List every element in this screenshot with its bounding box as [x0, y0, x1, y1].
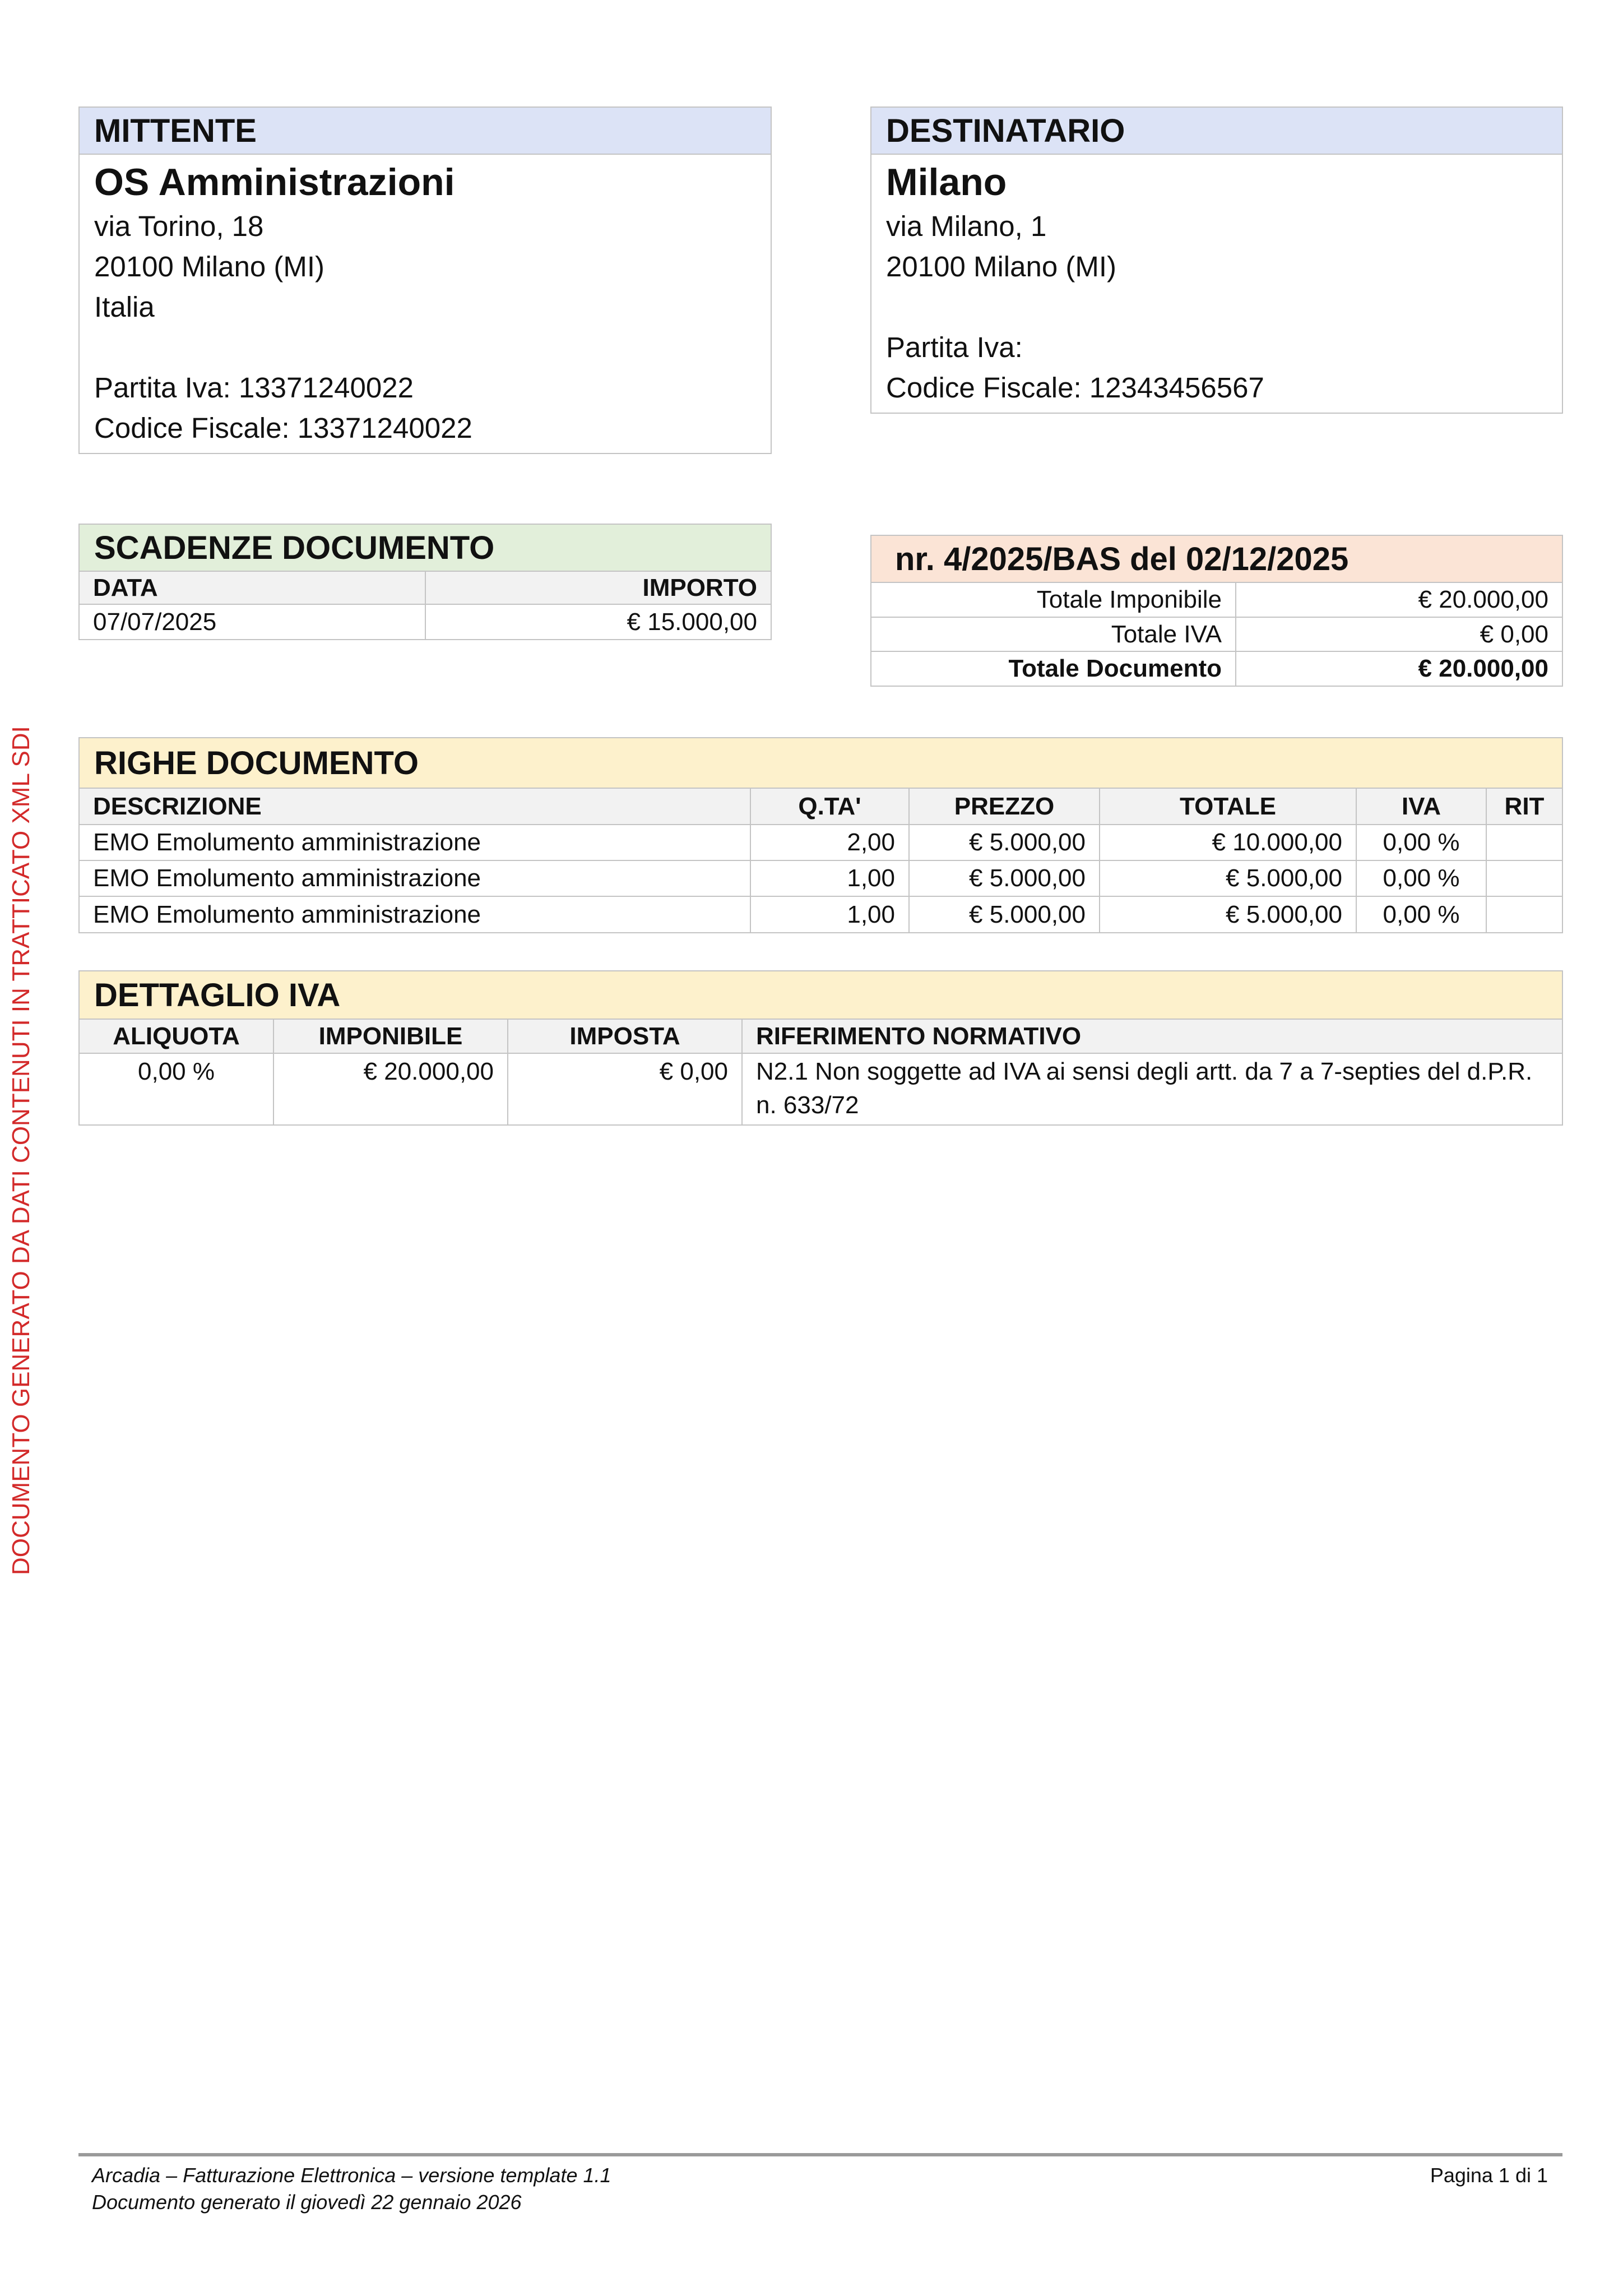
- summary-label: Totale IVA: [871, 617, 1236, 651]
- vat-reference: N2.1 Non soggette ad IVA ai sensi degli artt. da 7 a 7-septies del d.P.R. n. 633/72: [742, 1053, 1562, 1124]
- vat-rate: 0,00 %: [80, 1053, 273, 1124]
- column-header-rate: ALIQUOTA: [80, 1020, 273, 1053]
- footer-page-number: Pagina 1 di 1: [1430, 2164, 1548, 2187]
- lines-heading: RIGHE DOCUMENTO: [80, 738, 1562, 789]
- line-withholding: [1486, 860, 1562, 896]
- line-withholding: [1486, 896, 1562, 932]
- table-header-row: [80, 789, 1562, 825]
- vat-detail-box: [78, 970, 1563, 1126]
- column-header-price: PREZZO: [909, 789, 1100, 825]
- vat-detail-heading: DETTAGLIO IVA: [80, 971, 1562, 1020]
- line-quantity: 1,00: [750, 860, 909, 896]
- line-total: € 10.000,00: [1100, 825, 1356, 860]
- line-vat: 0,00 %: [1356, 860, 1486, 896]
- line-description: EMO Emolumento amministrazione: [80, 896, 750, 932]
- deadline-date: 07/07/2025: [80, 604, 425, 639]
- table-row: [871, 651, 1562, 686]
- sender-tax-code: Codice Fiscale: 13371240022: [94, 412, 472, 444]
- table-row: [80, 1053, 1562, 1124]
- column-header-description: DESCRIZIONE: [80, 789, 750, 825]
- deadline-amount: € 15.000,00: [425, 604, 771, 639]
- column-header-date: DATA: [80, 572, 425, 604]
- table-row: [80, 860, 1562, 896]
- summary-box: [870, 535, 1563, 687]
- column-header-vat: IVA: [1356, 789, 1486, 825]
- line-withholding: [1486, 825, 1562, 860]
- recipient-box: [870, 107, 1563, 414]
- sender-box: [78, 107, 772, 454]
- recipient-tax-code: Codice Fiscale: 12343456567: [886, 372, 1264, 404]
- line-total: € 5.000,00: [1100, 896, 1356, 932]
- line-description: EMO Emolumento amministrazione: [80, 860, 750, 896]
- table-row: [80, 604, 771, 639]
- table-row: [871, 583, 1562, 617]
- vat-taxable: € 20.000,00: [273, 1053, 508, 1124]
- column-header-amount: IMPORTO: [425, 572, 771, 604]
- vat-tax: € 0,00: [508, 1053, 742, 1124]
- summary-label-total: Totale Documento: [871, 651, 1236, 686]
- summary-value: € 20.000,00: [1236, 583, 1562, 617]
- lines-table: [80, 789, 1562, 932]
- deadlines-box: [78, 524, 772, 640]
- sender-vat: Partita Iva: 13371240022: [94, 372, 414, 404]
- footer-generation-date: Documento generato il giovedì 22 gennaio 2026: [92, 2191, 522, 2214]
- summary-value: € 0,00: [1236, 617, 1562, 651]
- column-header-withholding: RIT: [1486, 789, 1562, 825]
- line-price: € 5.000,00: [909, 896, 1100, 932]
- sender-city: 20100 Milano (MI): [94, 251, 325, 283]
- sender-country: Italia: [94, 291, 155, 323]
- line-quantity: 2,00: [750, 825, 909, 860]
- lines-box: [78, 737, 1563, 933]
- line-total: € 5.000,00: [1100, 860, 1356, 896]
- summary-label: Totale Imponibile: [871, 583, 1236, 617]
- table-row: [80, 825, 1562, 860]
- footer-divider: [78, 2153, 1562, 2156]
- sender-name: OS Amministrazioni: [94, 161, 455, 203]
- column-header-total: TOTALE: [1100, 789, 1356, 825]
- deadlines-table: [80, 572, 771, 639]
- column-header-tax: IMPOSTA: [508, 1020, 742, 1053]
- line-vat: 0,00 %: [1356, 825, 1486, 860]
- line-quantity: 1,00: [750, 896, 909, 932]
- recipient-vat: Partita Iva:: [886, 331, 1023, 363]
- recipient-heading: DESTINATARIO: [871, 108, 1562, 155]
- deadlines-heading: SCADENZE DOCUMENTO: [80, 525, 771, 572]
- generated-from-xml-note: DOCUMENTO GENERATO DA DATI CONTENUTI IN TRATTICATO XML SDI: [7, 726, 35, 1575]
- column-header-quantity: Q.TA': [750, 789, 909, 825]
- column-header-reference: RIFERIMENTO NORMATIVO: [742, 1020, 1562, 1053]
- table-row: [871, 617, 1562, 651]
- document-number-heading: nr. 4/2025/BAS del 02/12/2025: [871, 536, 1562, 583]
- column-header-taxable: IMPONIBILE: [273, 1020, 508, 1053]
- sender-street: via Torino, 18: [94, 210, 264, 242]
- footer-template-info: Arcadia – Fatturazione Elettronica – versione template 1.1: [92, 2164, 611, 2187]
- line-price: € 5.000,00: [909, 825, 1100, 860]
- table-header-row: [80, 572, 771, 604]
- recipient-street: via Milano, 1: [886, 210, 1047, 242]
- table-row: [80, 896, 1562, 932]
- table-header-row: [80, 1020, 1562, 1053]
- summary-value-total: € 20.000,00: [1236, 651, 1562, 686]
- line-vat: 0,00 %: [1356, 896, 1486, 932]
- vat-detail-table: [80, 1020, 1562, 1124]
- line-price: € 5.000,00: [909, 860, 1100, 896]
- summary-table: [871, 583, 1562, 686]
- recipient-city: 20100 Milano (MI): [886, 251, 1117, 283]
- line-description: EMO Emolumento amministrazione: [80, 825, 750, 860]
- recipient-name: Milano: [886, 161, 1007, 203]
- sender-heading: MITTENTE: [80, 108, 771, 155]
